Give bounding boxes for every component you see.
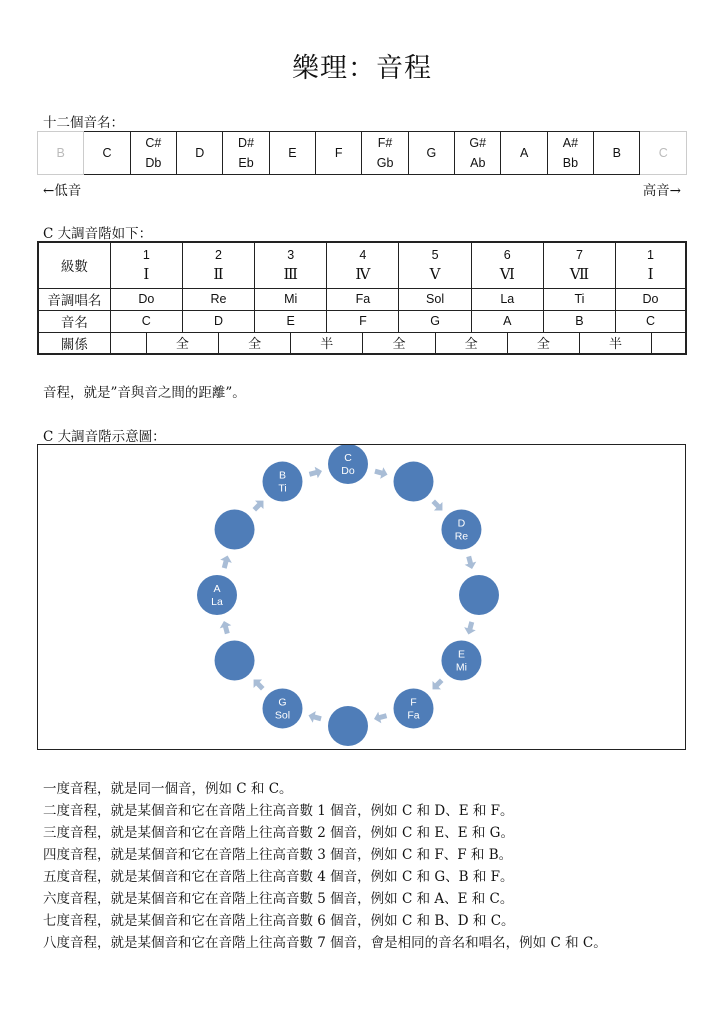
scale-node-note: A <box>213 583 221 595</box>
note-cell: C <box>640 132 687 175</box>
scale-arrow <box>250 496 268 514</box>
interval-line: 四度音程，就是某個音和它在音階上往高音數 3 個音，例如 C 和 F、F 和 B。 <box>43 847 513 863</box>
scale-node-solfege: Mi <box>455 661 467 674</box>
scale-arrow <box>428 676 446 694</box>
scale-node-circle <box>328 706 368 746</box>
solfege-cell: Sol <box>399 288 471 310</box>
scale-node-circle <box>441 641 481 681</box>
diagram-label: C 大調音階示意圖： <box>43 429 166 445</box>
relation-cell: 半 <box>579 332 651 354</box>
note-cell: B <box>38 132 84 175</box>
degree-cell: 5 Ⅴ <box>399 242 471 288</box>
twelve-notes-row <box>38 132 687 175</box>
note-cell: D# Eb <box>223 132 269 175</box>
note-cell: C <box>84 132 130 175</box>
interval-line: 六度音程，就是某個音和它在音階上往高音數 5 個音，例如 C 和 A、E 和 C。 <box>43 891 514 907</box>
degree-cell: 7 Ⅶ <box>543 242 615 288</box>
solfege-cell: Re <box>182 288 254 310</box>
relation-cell: 全 <box>435 332 507 354</box>
solfege-cell: Do <box>110 288 182 310</box>
relation-header: 關係 <box>38 332 110 354</box>
relation-row <box>38 332 686 354</box>
interval-line: 一度音程，就是同一個音，例如 C 和 C。 <box>43 781 293 797</box>
scale-node-note: F <box>410 696 417 709</box>
degree-row <box>38 242 686 288</box>
relation-spacer <box>110 332 146 354</box>
low-pitch-label: ←低音 <box>43 183 82 199</box>
degree-cell: 1 Ⅰ <box>110 242 182 288</box>
solfege-header: 音調唱名 <box>38 288 110 310</box>
scale-node-note: B <box>278 469 287 482</box>
scale-arrow <box>308 465 324 480</box>
scale-table <box>37 241 687 355</box>
solfege-cell: La <box>471 288 543 310</box>
note-name-cell: G <box>399 310 471 332</box>
scale-node-circle <box>215 641 255 681</box>
note-name-row <box>38 310 686 332</box>
relation-cell: 全 <box>219 332 291 354</box>
solfege-cell: Fa <box>327 288 399 310</box>
solfege-cell: Mi <box>255 288 327 310</box>
relation-cell: 全 <box>507 332 579 354</box>
note-cell: G <box>408 132 454 175</box>
relation-cell: 全 <box>146 332 218 354</box>
twelve-notes-table <box>37 131 687 175</box>
scale-arrow <box>307 710 323 725</box>
relation-cell: 全 <box>363 332 435 354</box>
scale-arrow <box>463 620 478 636</box>
degree-header: 級數 <box>38 242 110 288</box>
note-name-cell: C <box>110 310 182 332</box>
solfege-row <box>38 288 686 310</box>
scale-arrow <box>372 710 388 725</box>
note-cell: G# Ab <box>455 132 501 175</box>
scale-node-note: E <box>457 648 465 661</box>
scale-node-note: C <box>344 452 352 464</box>
scale-node-solfege: Do <box>341 465 355 477</box>
scale-arrow <box>463 555 478 571</box>
note-name-cell: C <box>616 310 686 332</box>
scale-node-solfege: Ti <box>278 482 287 495</box>
degree-cell: 1 Ⅰ <box>616 242 686 288</box>
scale-node-solfege: Fa <box>407 709 420 722</box>
scale-node-circle <box>215 510 255 550</box>
note-cell: C# Db <box>130 132 176 175</box>
degree-cell: 6 Ⅵ <box>471 242 543 288</box>
scale-node-circle <box>459 575 499 615</box>
note-name-cell: A <box>471 310 543 332</box>
page-title: 樂理：音程 <box>292 53 432 84</box>
scale-node-circle <box>394 462 434 502</box>
scale-arrow <box>429 497 447 515</box>
note-cell: F <box>316 132 362 175</box>
note-name-cell: E <box>255 310 327 332</box>
note-name-cell: B <box>543 310 615 332</box>
scale-node-solfege: Re <box>454 530 469 543</box>
scale-table-label: C 大調音階如下： <box>43 226 153 242</box>
interval-line: 八度音程，就是某個音和它在音階上往高音數 7 個音，會是相同的音名和唱名，例如 C 和 C。 <box>43 935 607 951</box>
note-cell: A# Bb <box>547 132 593 175</box>
interval-line: 五度音程，就是某個音和它在音階上往高音數 4 個音，例如 C 和 G、B 和 F。 <box>43 869 514 885</box>
interval-definition: 音程，就是”音與音之間的距離”。 <box>43 385 246 401</box>
scale-node-solfege: La <box>211 596 223 608</box>
note-cell: D <box>177 132 223 175</box>
twelve-notes-label: 十二個音名： <box>43 115 124 131</box>
scale-circle-diagram <box>37 444 686 750</box>
relation-cell: 半 <box>291 332 363 354</box>
scale-circle-svg <box>38 445 684 748</box>
scale-arrow <box>218 554 233 570</box>
note-cell: A <box>501 132 547 175</box>
solfege-cell: Ti <box>543 288 615 310</box>
degree-cell: 3 Ⅲ <box>255 242 327 288</box>
note-cell: E <box>269 132 315 175</box>
note-cell: B <box>594 132 640 175</box>
scale-node-solfege: Sol <box>274 709 291 722</box>
scale-node-note: G <box>278 696 287 709</box>
note-cell: F# Gb <box>362 132 408 175</box>
note-name-cell: D <box>182 310 254 332</box>
interval-line: 三度音程，就是某個音和它在音階上往高音數 2 個音，例如 C 和 E、E 和 G。 <box>43 825 514 841</box>
degree-cell: 2 Ⅱ <box>182 242 254 288</box>
note-name-header: 音名 <box>38 310 110 332</box>
interval-line: 七度音程，就是某個音和它在音階上往高音數 6 個音，例如 C 和 B、D 和 C。 <box>43 913 515 929</box>
high-pitch-label: 高音→ <box>642 183 681 199</box>
solfege-cell: Do <box>616 288 686 310</box>
scale-node-note: D <box>457 517 466 530</box>
scale-node-circle <box>197 575 237 615</box>
scale-arrow <box>218 619 233 635</box>
interval-line: 二度音程，就是某個音和它在音階上往高音數 1 個音，例如 C 和 D、E 和 F。 <box>43 803 514 819</box>
scale-arrow <box>249 675 267 693</box>
note-name-cell: F <box>327 310 399 332</box>
degree-cell: 4 Ⅳ <box>327 242 399 288</box>
scale-node-circle <box>441 510 481 550</box>
scale-arrow <box>373 465 389 480</box>
relation-spacer <box>652 332 686 354</box>
